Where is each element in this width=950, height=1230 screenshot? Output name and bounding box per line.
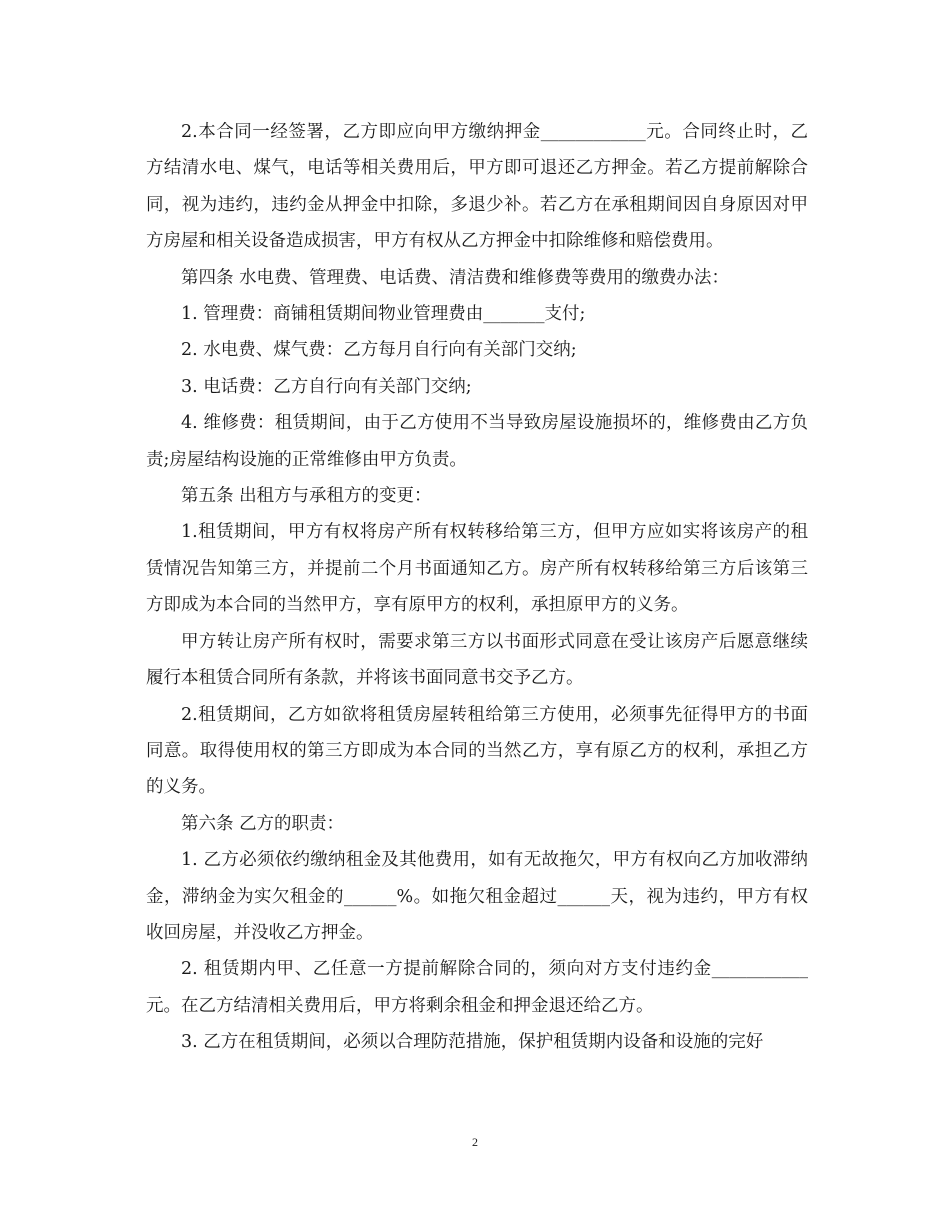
utilities-fee-item: 2. 水电费、煤气费：乙方每月自行向有关部门交纳; [181,340,577,361]
article-six-heading: 第六条 乙方的职责： [181,813,345,834]
telephone-fee-item: 3. 电话费：乙方自行向有关部门交纳; [181,376,472,397]
late-fee-paragraph: 1. 乙方必须依约缴纳租金及其他费用，如有无故拖欠，甲方有权向乙方加收滞纳金，滞纳金为实欠租金的______%。如拖欠租金超过______天，视为违约，甲方有权收回房屋，并没收乙方押金。 [146,850,808,943]
early-termination-paragraph: 2. 租赁期内甲、乙任意一方提前解除合同的，须向对方支付违约金___________元。在乙方结清相关费用后，甲方将剩余租金和押金退还给乙方。 [146,959,808,1016]
document-body [146,114,808,1061]
clause-deposit-paragraph: 2.本合同一经签署，乙方即应向甲方缴纳押金____________元。合同终止时，乙方结清水电、煤气，电话等相关费用后，甲方即可退还乙方押金。若乙方提前解除合同，视为违约，违约金从押金中扣除，多退少补。若乙方在承租期间因自身原因对甲方房屋和相关设备造成损害，甲方有权从乙方押金中扣除维修和赔偿费用。 [146,122,808,252]
page-number: 2 [472,1135,478,1149]
maintenance-fee-item: 4. 维修费：租赁期间，由于乙方使用不当导致房屋设施损坏的，维修费由乙方负责;房屋结构设施的正常维修由甲方负责。 [146,413,808,470]
article-four-heading: 第四条 水电费、管理费、电话费、清洁费和维修费等费用的缴费办法： [181,267,730,288]
sublease-paragraph: 2.租赁期间，乙方如欲将租赁房屋转租给第三方使用，必须事先征得甲方的书面同意。取得使用权的第三方即成为本合同的当然乙方，享有原乙方的权利，承担乙方的义务。 [146,704,808,798]
ownership-transfer-paragraph: 1.租赁期间，甲方有权将房产所有权转移给第三方，但甲方应如实将该房产的租赁情况告知第三方，并提前二个月书面通知乙方。房产所有权转移给第三方后该第三方即成为本合同的当然甲方，享有原甲方的权利，承担原甲方的义务。 [146,522,808,616]
facility-protection-paragraph: 3. 乙方在租赁期间，必须以合理防范措施，保护租赁期内设备和设施的完好 [181,1032,764,1053]
article-five-heading: 第五条 出租方与承租方的变更： [181,486,432,507]
transfer-consent-paragraph: 甲方转让房产所有权时，需要求第三方以书面形式同意在受让该房产后愿意继续履行本租赁合同所有条款，并将该书面同意书交予乙方。 [146,631,808,689]
management-fee-item: 1. 管理费：商铺租赁期间物业管理费由_______支付; [181,304,586,325]
